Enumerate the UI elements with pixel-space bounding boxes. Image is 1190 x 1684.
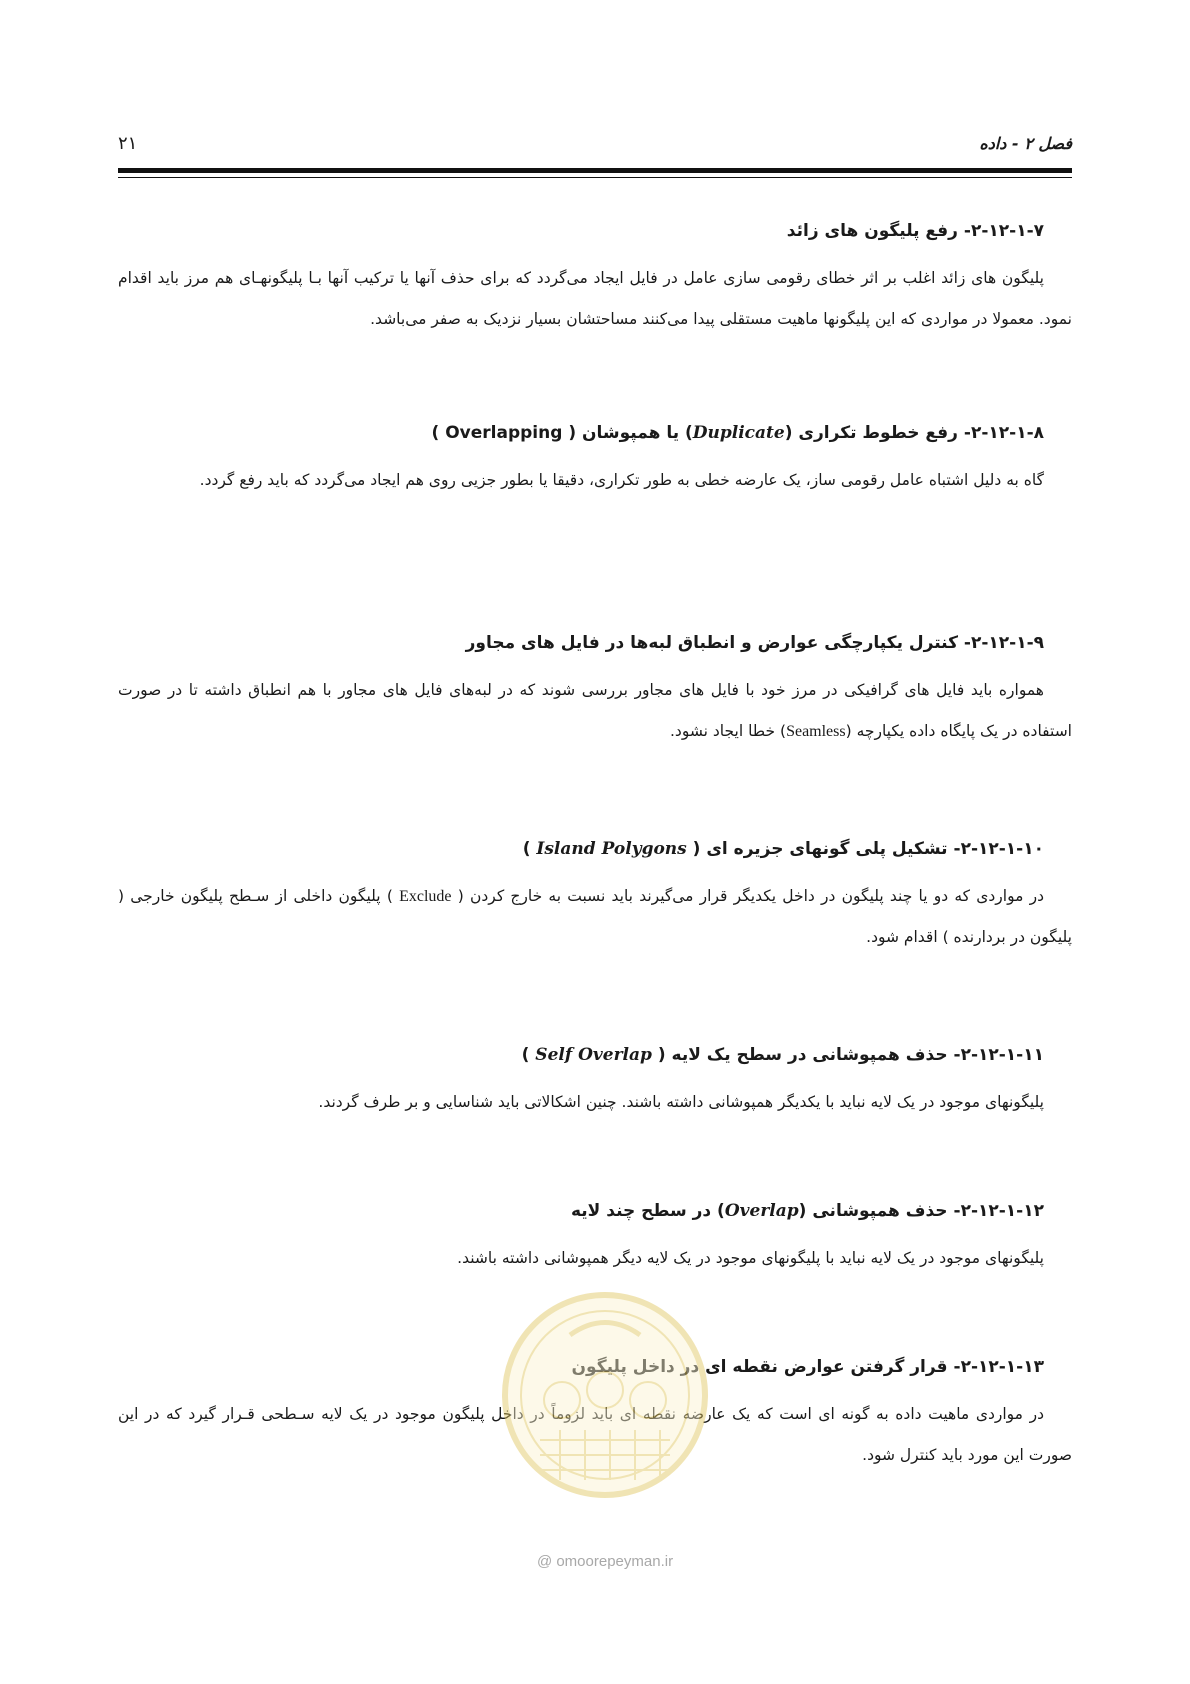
section-title: قرار گرفتن عوارض نقطه ای در داخل پلیگون (571, 1357, 948, 1377)
section-12 (118, 1196, 1072, 1279)
section-number: ۲-۱۲-۱-۷- (963, 221, 1044, 241)
section-heading (118, 418, 1072, 448)
section-heading (118, 1196, 1072, 1226)
section-8 (118, 418, 1072, 501)
section-body (118, 258, 1072, 340)
section-body-en: Seamless (786, 723, 846, 740)
section-body-text: همواره باید فایل های گرافیکی در مرز خود با فایل های مجاور بررسی شوند که در لبه‌های فایل های مجاور با هم انطباق داشته تا در صورت استفاده در یک پایگاه داده یکپارچه ( (118, 681, 1072, 740)
section-body-text: در مواردی ماهیت داده به گونه ای است که یک عارضه نقطه ای باید لزوماً در داخل پلیگون موجود در یک لایه سـطحی قـرار گیرد که در این صورت این مورد باید کنترل شود. (118, 1405, 1072, 1464)
section-title-en: Island Polygons (536, 839, 687, 859)
page-header (118, 128, 1072, 158)
section-body-text-end: ) خطا ایجاد نشود. (669, 722, 787, 740)
section-13 (118, 1352, 1072, 1476)
section-body (118, 1082, 1072, 1123)
page-number: ۲۱ (118, 132, 138, 154)
section-body-text-end: ) پلیگون داخلی از سـطح پلیگون خارجی ( پلیگون در بردارنده ) اقدام شود. (118, 887, 1072, 946)
section-title: رفع پلیگون های زائد (786, 221, 958, 241)
section-number: ۲-۱۲-۱-۱۳- (953, 1357, 1044, 1377)
section-title-en: Overlap (724, 1201, 799, 1221)
section-10 (118, 834, 1072, 958)
chapter-title: فصل ۲ - داده (979, 133, 1072, 153)
section-body-text: پلیگونهای موجود در یک لایه نباید با پلیگونهای موجود در یک لایه دیگر همپوشانی داشته باشند. (457, 1249, 1044, 1267)
section-7 (118, 216, 1072, 340)
section-number: ۲-۱۲-۱-۱۰- (953, 839, 1044, 859)
section-title: کنترل یکپارچگی عوارض و انطباق لبه‌ها در فایل های مجاور (465, 633, 958, 653)
section-number: ۲-۱۲-۱-۱۲- (953, 1201, 1044, 1221)
section-number: ۲-۱۲-۱-۹- (963, 633, 1044, 653)
header-rule-thin (118, 177, 1072, 178)
section-body (118, 670, 1072, 752)
section-title: تشکیل پلی گونهای جزیره ای ( (692, 839, 948, 859)
section-heading (118, 628, 1072, 658)
section-title-suffix: ) (521, 1045, 530, 1065)
section-body-text: در مواردی که دو یا چند پلیگون در داخل یکدیگر قرار می‌گیرند باید نسبت به خارج کردن ( (457, 887, 1044, 905)
section-heading (118, 834, 1072, 864)
section-body (118, 876, 1072, 958)
section-title: رفع خطوط تکراری ( (784, 423, 958, 443)
watermark-site: @ omoorepeyman.ir (536, 1553, 674, 1570)
section-body-text: پلیگونهای موجود در یک لایه نباید با یکدیگر همپوشانی داشته باشند. چنین اشکالاتی باید شناسایی و بر طرف گردند. (318, 1093, 1044, 1111)
section-body (118, 460, 1072, 501)
section-body (118, 1238, 1072, 1279)
section-title-en: Duplicate (692, 423, 785, 443)
header-rule-thick (118, 168, 1072, 173)
section-title: حذف همپوشانی در سطح یک لایه ( (657, 1045, 948, 1065)
section-body (118, 1394, 1072, 1476)
section-body-text: گاه به دلیل اشتباه عامل رقومی ساز، یک عارضه خطی به طور تکراری، دقیقا یا بطور جزیی روی هم ایجاد می‌گردد که باید رفع گردد. (199, 471, 1044, 489)
section-9 (118, 628, 1072, 752)
section-heading (118, 1352, 1072, 1382)
section-title-en: Self Overlap (535, 1045, 652, 1065)
section-body-text: پلیگون های زائد اغلب بر اثر خطای رقومی سازی عامل در فایل ایجاد می‌گردد که برای حذف آنها یا ترکیب آنها بـا پلیگونهـای هم مرز باید اقدام نمود. معمولا در مواردی که این پلیگونها ماهیت مستقلی پیدا می‌کنند مساحتشان بسیار نزدیک به صفر می‌باشد. (118, 269, 1072, 328)
section-heading (118, 1040, 1072, 1070)
section-11 (118, 1040, 1072, 1123)
section-number: ۲-۱۲-۱-۱۱- (953, 1045, 1044, 1065)
section-body-en: Exclude (399, 888, 452, 905)
section-title-suffix: ) یا همپوشان ( Overlapping ) (431, 423, 693, 443)
section-title-suffix: ) (522, 839, 531, 859)
section-title: حذف همپوشانی ( (798, 1201, 948, 1221)
section-heading (118, 216, 1072, 246)
section-title-suffix: ) در سطح چند لایه (570, 1201, 725, 1221)
section-number: ۲-۱۲-۱-۸- (963, 423, 1044, 443)
